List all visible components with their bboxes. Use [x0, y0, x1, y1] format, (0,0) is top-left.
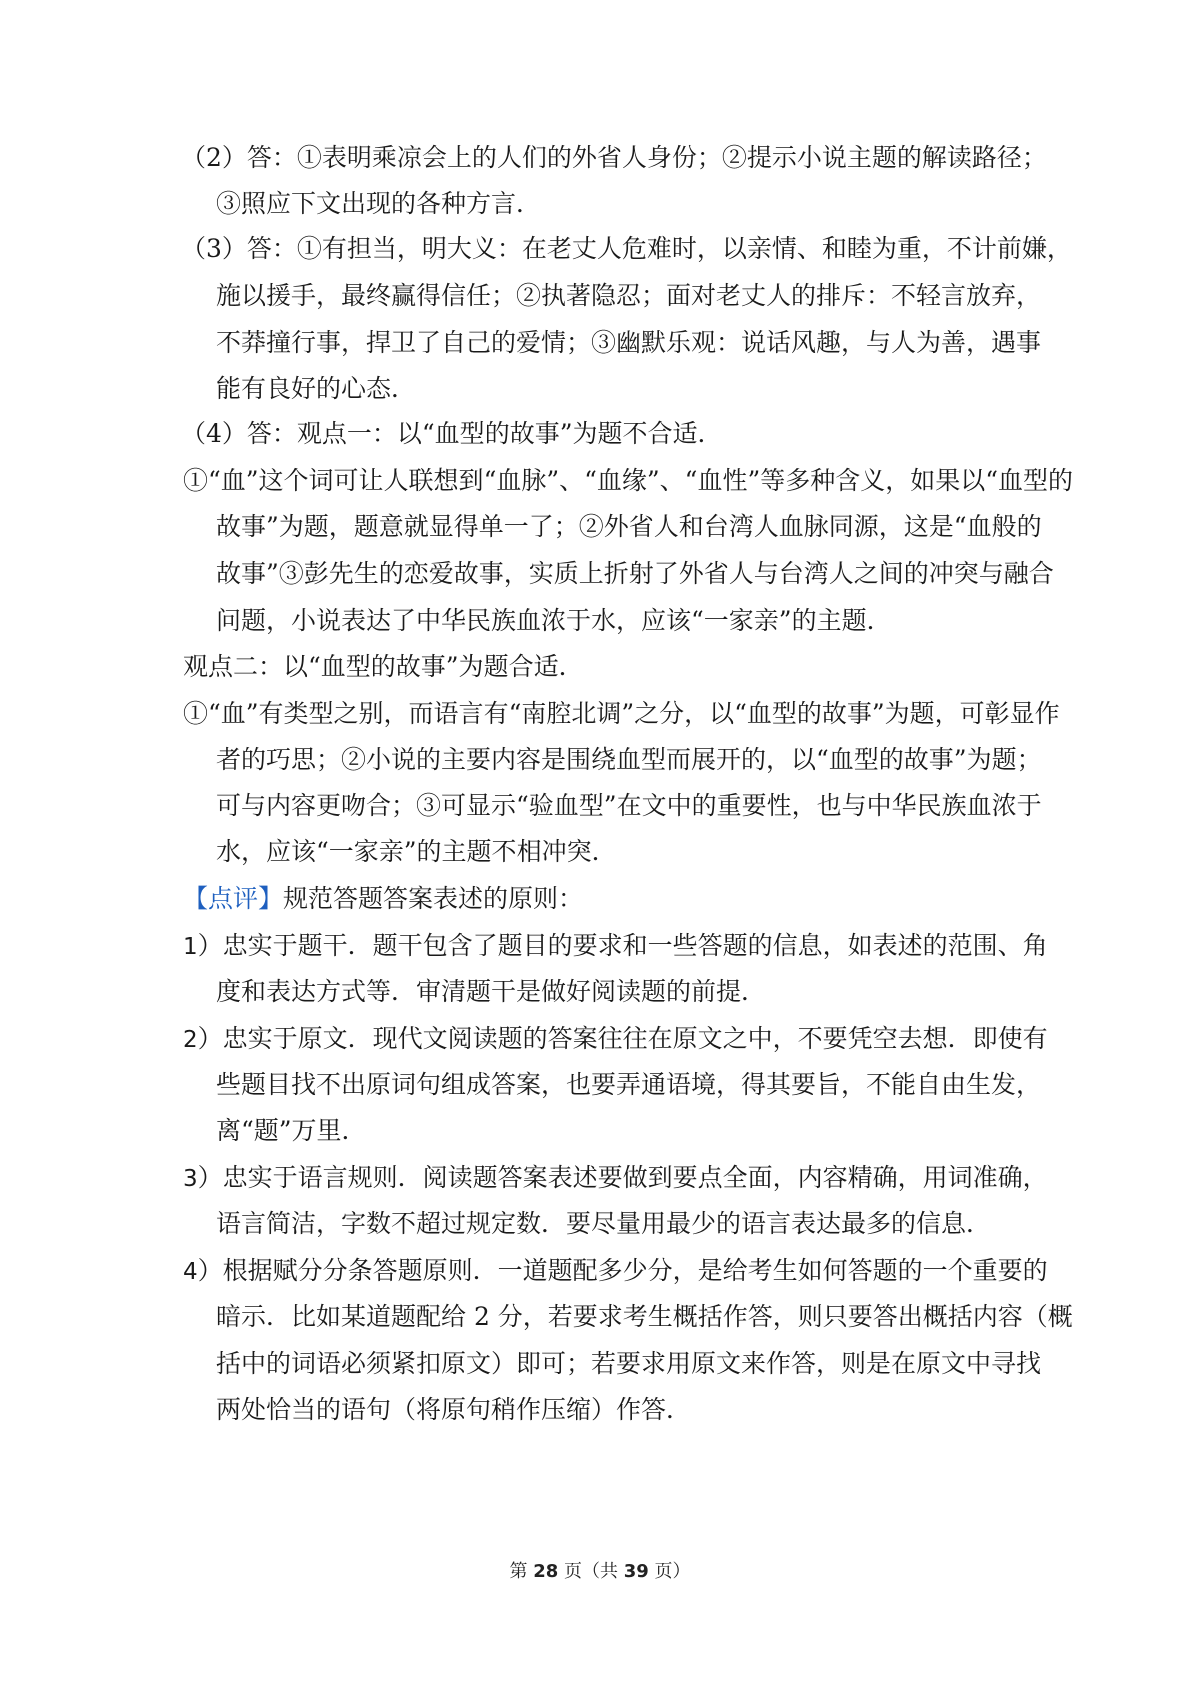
footer-prefix: 第: [509, 1561, 528, 1582]
principle-3-text: ）忠实于语言规则．阅读题答案表述要做到要点全面，内容精确，用词准确，: [197, 1163, 1048, 1192]
comment-heading: [183, 884, 583, 914]
principle-1-text: ）忠实于题干．题干包含了题目的要求和一些答题的信息，如表述的范围、角: [197, 931, 1048, 960]
principle-4-line3: 括中的词语必须紧扣原文）即可；若要求用原文来作答，则是在原文中寻找: [216, 1349, 1042, 1378]
view2-heading: 观点二：以“血型的故事”为题合适．: [183, 652, 584, 681]
footer-total-pages: 39: [623, 1561, 649, 1582]
answer-q3-line1: （3）答：①有担当，明大义：在老丈人危难时，以亲情、和睦为重，不计前嫌，: [181, 234, 1072, 263]
footer-middle: 页（共: [564, 1561, 618, 1582]
answer-q3-line2: 施以援手，最终赢得信任；②执著隐忍；面对老丈人的排斥：不轻言放弃，: [216, 281, 1042, 310]
principle-2-number: 2: [183, 1027, 198, 1053]
view1-line2: 故事”为题，题意就显得单一了；②外省人和台湾人血脉同源，这是“血般的: [216, 512, 1042, 541]
principle-4-number: 4: [183, 1259, 198, 1285]
answer-q2-line1: （2）答：①表明乘凉会上的人们的外省人身份；②提示小说主题的解读路径；: [181, 143, 1047, 172]
principle-2-text: ）忠实于原文．现代文阅读题的答案往往在原文之中，不要凭空去想．即使有: [197, 1024, 1048, 1053]
comment-tag: 【点评】: [183, 884, 284, 913]
principle-2-line2: 些题目找不出原词句组成答案，也要弄通语境，得其要旨，不能自由生发，: [216, 1070, 1042, 1099]
principle-4-line4: 两处恰当的语句（将原句稍作压缩）作答．: [216, 1395, 692, 1424]
principle-1-number: 1: [183, 934, 198, 960]
answer-q3-line3: 不莽撞行事，捍卫了自己的爱情；③幽默乐观：说话风趣，与人为善，遇事: [216, 328, 1042, 357]
principle-4-line2: 暗示．比如某道题配给 2 分，若要求考生概括作答，则只要答出概括内容（概: [216, 1302, 1073, 1331]
comment-title: 规范答题答案表述的原则：: [283, 884, 584, 913]
view1-line3: 故事”③彭先生的恋爱故事，实质上折射了外省人与台湾人之间的冲突与融合: [216, 559, 1054, 588]
principle-1-line1: [183, 931, 1048, 962]
answer-q2-line2: ③照应下文出现的各种方言．: [216, 189, 542, 218]
principle-3-number: 3: [183, 1166, 198, 1192]
answer-q3-line4: 能有良好的心态．: [216, 374, 417, 403]
view2-line3: 可与内容更吻合；③可显示“验血型”在文中的重要性，也与中华民族血浓于: [216, 791, 1042, 820]
footer-suffix: 页）: [654, 1561, 691, 1582]
view1-line1: ①“血”这个词可让人联想到“血脉”、“血缘”、“血性”等多种含义，如果以“血型的: [183, 466, 1074, 495]
principle-3-line2: 语言简洁，字数不超过规定数．要尽量用最少的语言表达最多的信息．: [216, 1209, 992, 1238]
principle-2-line1: [183, 1024, 1048, 1055]
principle-1-line2: 度和表达方式等．审清题干是做好阅读题的前提．: [216, 977, 767, 1006]
principle-4-text: ）根据赋分分条答题原则．一道题配多少分，是给考生如何答题的一个重要的: [197, 1256, 1048, 1285]
view2-line4: 水，应该“一家亲”的主题不相冲突．: [216, 837, 617, 866]
principle-4-line1: [183, 1256, 1048, 1287]
view2-line2: 者的巧思；②小说的主要内容是围绕血型而展开的，以“血型的故事”为题；: [216, 745, 1042, 774]
view2-line1: ①“血”有类型之别，而语言有“南腔北调”之分，以“血型的故事”为题，可彰显作: [183, 699, 1060, 728]
answer-q4-line1: （4）答：观点一：以“血型的故事”为题不合适．: [181, 419, 723, 448]
principle-3-line1: [183, 1163, 1048, 1194]
page-footer: [0, 1561, 1200, 1583]
footer-page-number: 28: [533, 1561, 559, 1582]
principle-2-line3: 离“题”万里．: [216, 1116, 367, 1145]
view1-line4: 问题，小说表达了中华民族血浓于水，应该“一家亲”的主题．: [216, 606, 892, 635]
